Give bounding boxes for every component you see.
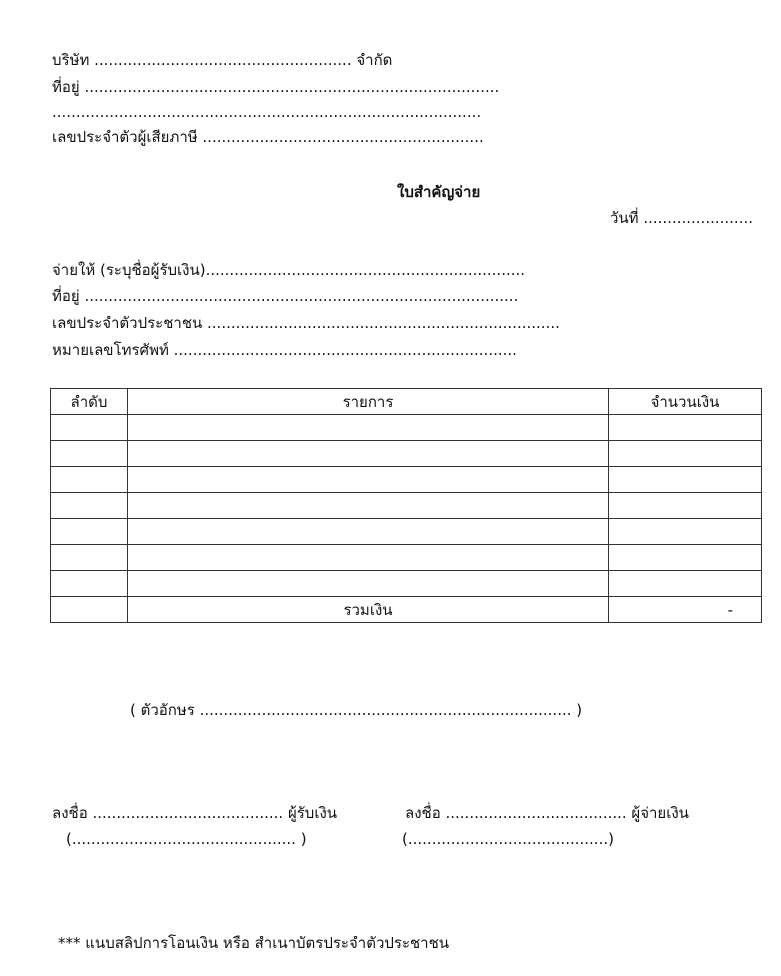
document-title: ใบสำคัญจ่าย [397, 183, 481, 201]
pay-to-line: จ่ายให้ (ระบุชื่อผู้รับเงิน)................................................................... [52, 261, 526, 279]
column-header-amount: จำนวนเงิน [609, 389, 762, 415]
payee-phone-line: หมายเลขโทรศัพท์ ........................................................................ [52, 341, 517, 359]
payer-signature-line: ลงชื่อ ...................................... ผู้จ่ายเงิน [405, 804, 689, 822]
row-amount-cell [609, 545, 762, 571]
row-index-cell [51, 493, 128, 519]
row-index-cell [51, 545, 128, 571]
amount-in-words-line: ( ตัวอักษร .............................................................................. ) [130, 701, 583, 719]
items-table [50, 388, 762, 623]
payee-address-line: ที่อยู่ ........................................................................................... [52, 287, 519, 305]
table-row [51, 441, 762, 467]
row-description-cell [128, 519, 609, 545]
row-amount-cell [609, 493, 762, 519]
row-index-cell [51, 519, 128, 545]
row-description-cell [128, 545, 609, 571]
column-header-index: ลำดับ [51, 389, 128, 415]
receiver-name-line: (............................................... ) [66, 830, 307, 848]
column-header-description: รายการ [128, 389, 609, 415]
table-row [51, 519, 762, 545]
table-row [51, 545, 762, 571]
company-line: บริษัท ...................................................... จำกัด [52, 51, 393, 69]
company-address-continuation: .......................................................................................... [52, 103, 482, 121]
total-amount: - [609, 597, 762, 623]
total-row [51, 597, 762, 623]
table-row [51, 493, 762, 519]
row-description-cell [128, 441, 609, 467]
taxpayer-id-line: เลขประจำตัวผู้เสียภาษี ........................................................... [52, 128, 484, 146]
row-index-cell [51, 571, 128, 597]
total-index-cell [51, 597, 128, 623]
payer-name-line: (..........................................) [402, 830, 614, 848]
row-amount-cell [609, 441, 762, 467]
row-index-cell [51, 467, 128, 493]
receiver-signature-line: ลงชื่อ ........................................ ผู้รับเงิน [52, 804, 338, 822]
total-label: รวมเงิน [128, 597, 609, 623]
row-amount-cell [609, 519, 762, 545]
company-address-line: ที่อยู่ ....................................................................................... [52, 78, 500, 96]
row-amount-cell [609, 571, 762, 597]
row-amount-cell [609, 415, 762, 441]
row-index-cell [51, 441, 128, 467]
table-header-row [51, 389, 762, 415]
table-row [51, 571, 762, 597]
table-row [51, 467, 762, 493]
attachment-footnote: *** แนบสลิปการโอนเงิน หรือ สำเนาบัตรประจำตัวประชาชน [58, 934, 450, 952]
row-description-cell [128, 571, 609, 597]
row-description-cell [128, 467, 609, 493]
row-index-cell [51, 415, 128, 441]
row-amount-cell [609, 467, 762, 493]
row-description-cell [128, 415, 609, 441]
date-line: วันที่ ....................... [610, 209, 753, 227]
row-description-cell [128, 493, 609, 519]
table-row [51, 415, 762, 441]
payee-id-card-line: เลขประจำตัวประชาชน .......................................................................... [52, 314, 560, 332]
